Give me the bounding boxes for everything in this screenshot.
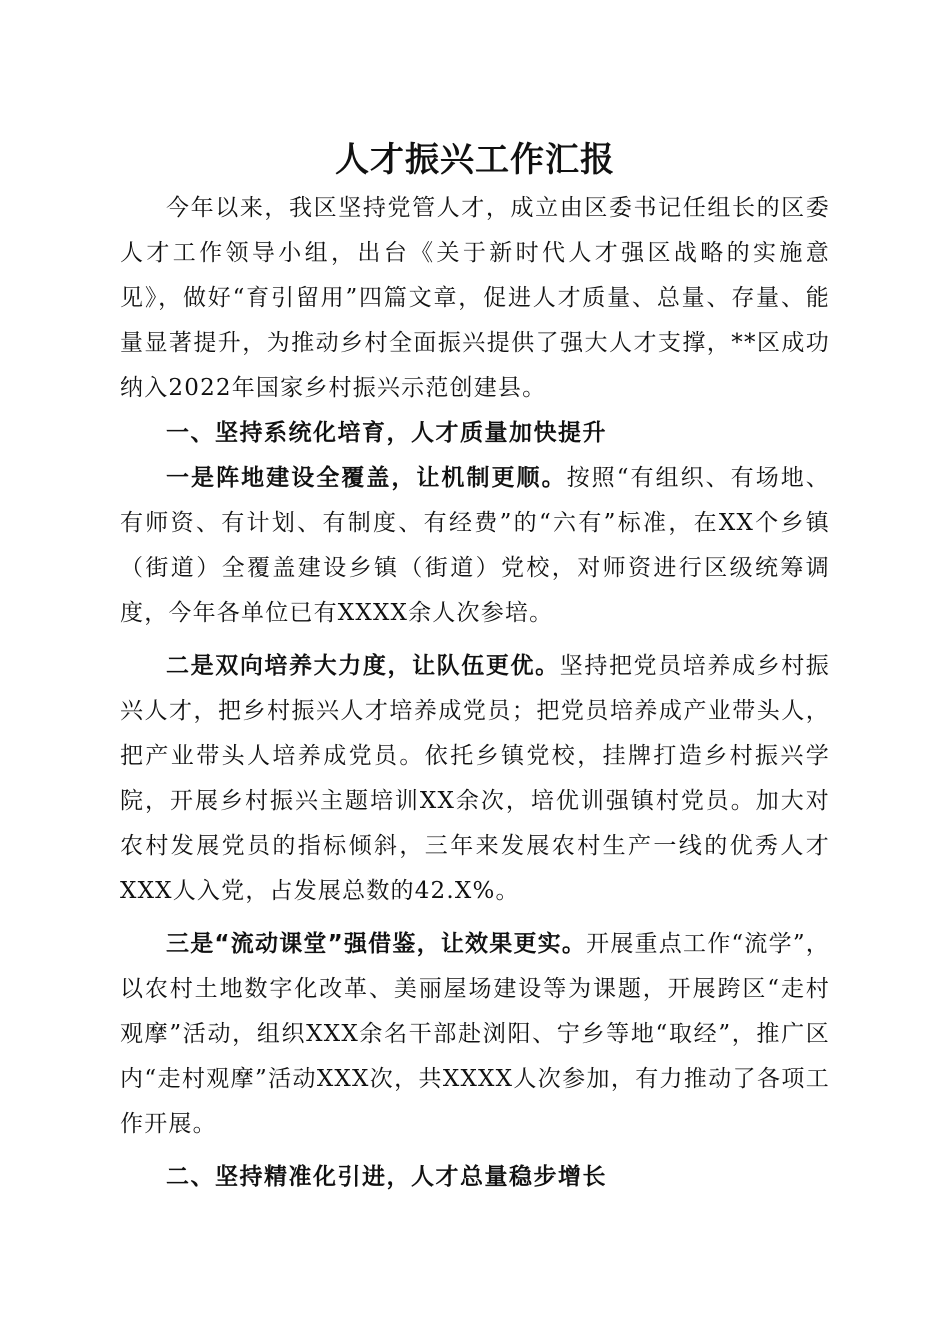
document-title: 人才振兴工作汇报 [335, 140, 615, 180]
section1-item-3 [120, 922, 830, 1147]
section-heading-2: 二、坚持精准化引进，人才总量稳步增长 [166, 1164, 607, 1190]
intro-paragraph: 今年以来，我区坚持党管人才，成立由区委书记任组长的区委人才工作领导小组，出台《关于新时代人才强区战略的实施意见》，做好“育引留用”四篇文章，促进人才质量、总量、存量、能量显著提升，为推动乡村全面振兴提供了强大人才支撑，**区成功纳入2022年国家乡村振兴示范创建县。 [120, 195, 830, 401]
item-lead: 三是“流动课堂”强借鉴，让效果更实。 [166, 931, 587, 957]
section1-item-1 [120, 456, 830, 636]
item-text: 开展重点工作“流学”，以农村土地数字化改革、美丽屋场建设等为课题，开展跨区“走村观摩”活动，组织XXX余名干部赴浏阳、宁乡等地“取经”，推广区内“走村观摩”活动XXX次，共XXXX人次参加，有力推动了各项工作开展。 [120, 931, 830, 1137]
item-lead: 一是阵地建设全覆盖，让机制更顺。 [166, 465, 567, 491]
item-lead: 二是双向培养大力度，让队伍更优。 [166, 653, 560, 679]
item-text: 按照“有组织、有场地、有师资、有计划、有制度、有经费”的“六有”标准，在XX个乡镇（街道）全覆盖建设乡镇（街道）党校，对师资进行区级统筹调度，今年各单位已有XXXX余人次参培。 [120, 465, 830, 626]
section1-item-2 [120, 644, 830, 914]
section-heading-1: 一、坚持系统化培育，人才质量加快提升 [166, 420, 607, 446]
item-text: 坚持把党员培养成乡村振兴人才，把乡村振兴人才培养成党员；把党员培养成产业带头人，把产业带头人培养成党员。依托乡镇党校，挂牌打造乡村振兴学院，开展乡村振兴主题培训XX余次，培优训强镇村党员。加大对农村发展党员的指标倾斜，三年来发展农村生产一线的优秀人才XXX人入党，占发展总数的42.X%。 [120, 653, 831, 904]
document-body [120, 186, 830, 1200]
